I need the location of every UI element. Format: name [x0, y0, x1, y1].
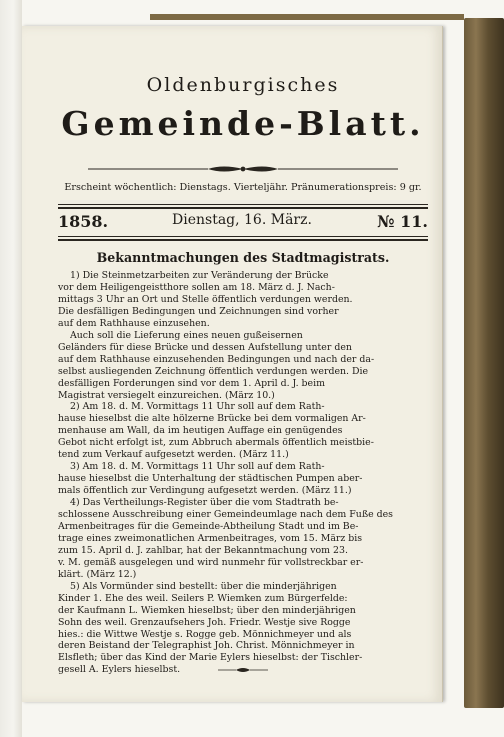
text-line: vor dem Heiligengeistthore sollen am 18. März d. J. Nach- [58, 281, 335, 293]
divider-rule [58, 204, 428, 205]
text-line: Gebot nicht erfolgt ist, zum Abbruch abermals öffentlich meistbie- [58, 437, 374, 449]
text-line: mals öffentlich zur Verdingung aufgesetzt werden. (März 11.) [58, 485, 352, 497]
section-title: Bekanntmachungen des Stadtmagistrats. [96, 250, 390, 265]
end-ornament [218, 666, 268, 674]
text-line: 5) Als Vormünder sind bestellt: über die minderjährigen [70, 580, 337, 592]
text-line: mittags 3 Uhr an Ort und Stelle öffentlich verdungen werden. [58, 293, 353, 305]
issue-year: 1858. [58, 212, 109, 231]
text-line: 3) Am 18. d. M. Vormittags 11 Uhr soll auf dem Rath- [70, 461, 325, 473]
text-line: auf dem Rathhause einzusehen. [58, 317, 210, 329]
text-line: auf dem Rathhause einzusehenden Bedingungen und nach der da- [58, 353, 375, 365]
page-content [58, 26, 428, 702]
text-line: klärt. (März 12.) [58, 568, 137, 580]
text-line: zum 15. April d. J. zahlbar, hat der Bekanntmachung vom 23. [58, 544, 348, 556]
text-line: Sohn des weil. Grenzaufsehers Joh. Friedr. Westje sive Rogge [58, 616, 351, 628]
text-line: hies.: die Wittwe Westje s. Rogge geb. Mönnichmeyer und als [58, 628, 352, 640]
divider-rule-thick [58, 239, 428, 241]
text-line: gesell A. Eylers hieselbst. [58, 664, 181, 676]
newspaper-page [22, 26, 443, 702]
text-line: 4) Das Vertheilungs-Register über die vom Stadtrath be- [70, 497, 339, 509]
text-line: deren Beistand der Telegraphist Joh. Christ. Mönnichmeyer in [58, 640, 355, 652]
text-line: Kinder 1. Ehe des weil. Seilers P. Wiemken zum Bürgerfelde: [58, 592, 348, 604]
text-line: Auch soll die Lieferung eines neuen gußeisernen [70, 329, 303, 341]
divider-rule-thick [58, 207, 428, 209]
issue-number: № 11. [377, 212, 428, 231]
text-line: menhause am Wall, da im heutigen Auffage ein genügendes [58, 425, 343, 437]
text-line: trage eines zweimonatlichen Armenbeitrages, vom 15. März bis [58, 532, 363, 544]
divider-rule [58, 236, 428, 237]
issue-date: Dienstag, 16. März. [172, 212, 312, 228]
masthead-ornament [58, 164, 428, 174]
issue-line [58, 212, 428, 232]
text-line: hause hieselbst die alte hölzerne Brücke bei dem vormaligen Ar- [58, 413, 366, 425]
text-line: der Kaufmann L. Wiemken hieselbst; über den minderjährigen [58, 604, 356, 616]
text-line: selbst ausliegenden Zeichnung öffentlich verdungen werden. Die [58, 365, 369, 377]
left-page-edge [0, 0, 22, 737]
text-line: 1) Die Steinmetzarbeiten zur Veränderung der Brücke [70, 270, 329, 281]
text-line: v. M. gemäß ausgelegen und wird nunmehr für vollstreckbar er- [58, 556, 364, 568]
subscription-info: Erscheint wöchentlich: Dienstags. Vierteljähr. Pränumerationspreis: 9 gr. [64, 182, 422, 193]
masthead-title: Gemeinde-Blatt. [61, 104, 425, 143]
text-line: Armenbeitrages für die Gemeinde-Abtheilung Stadt und im Be- [58, 520, 359, 532]
text-line: hause hieselbst die Unterhaltung der städtischen Pumpen aber- [58, 473, 363, 485]
text-line: desfälligen Forderungen sind vor dem 1. April d. J. beim [58, 377, 325, 389]
binding-top [150, 14, 464, 20]
text-line: Elsfleth; über das Kind der Marie Eylers hieselbst: der Tischler- [58, 652, 363, 664]
masthead-line-1: Oldenburgisches [146, 74, 340, 96]
text-line: Geländers für diese Brücke und dessen Aufstellung unter den [58, 341, 352, 353]
text-line: 2) Am 18. d. M. Vormittags 11 Uhr soll auf dem Rath- [70, 401, 325, 413]
text-line: Magistrat versiegelt einzureichen. (März 10.) [58, 389, 275, 401]
book-binding [464, 18, 504, 708]
text-line: tend zum Verkauf aufgesetzt werden. (März 11.) [58, 449, 289, 461]
text-line: schlossene Ausschreibung einer Gemeindeumlage nach dem Fuße des [58, 509, 393, 520]
text-line: Die desfälligen Bedingungen und Zeichnungen sind vorher [58, 305, 339, 317]
